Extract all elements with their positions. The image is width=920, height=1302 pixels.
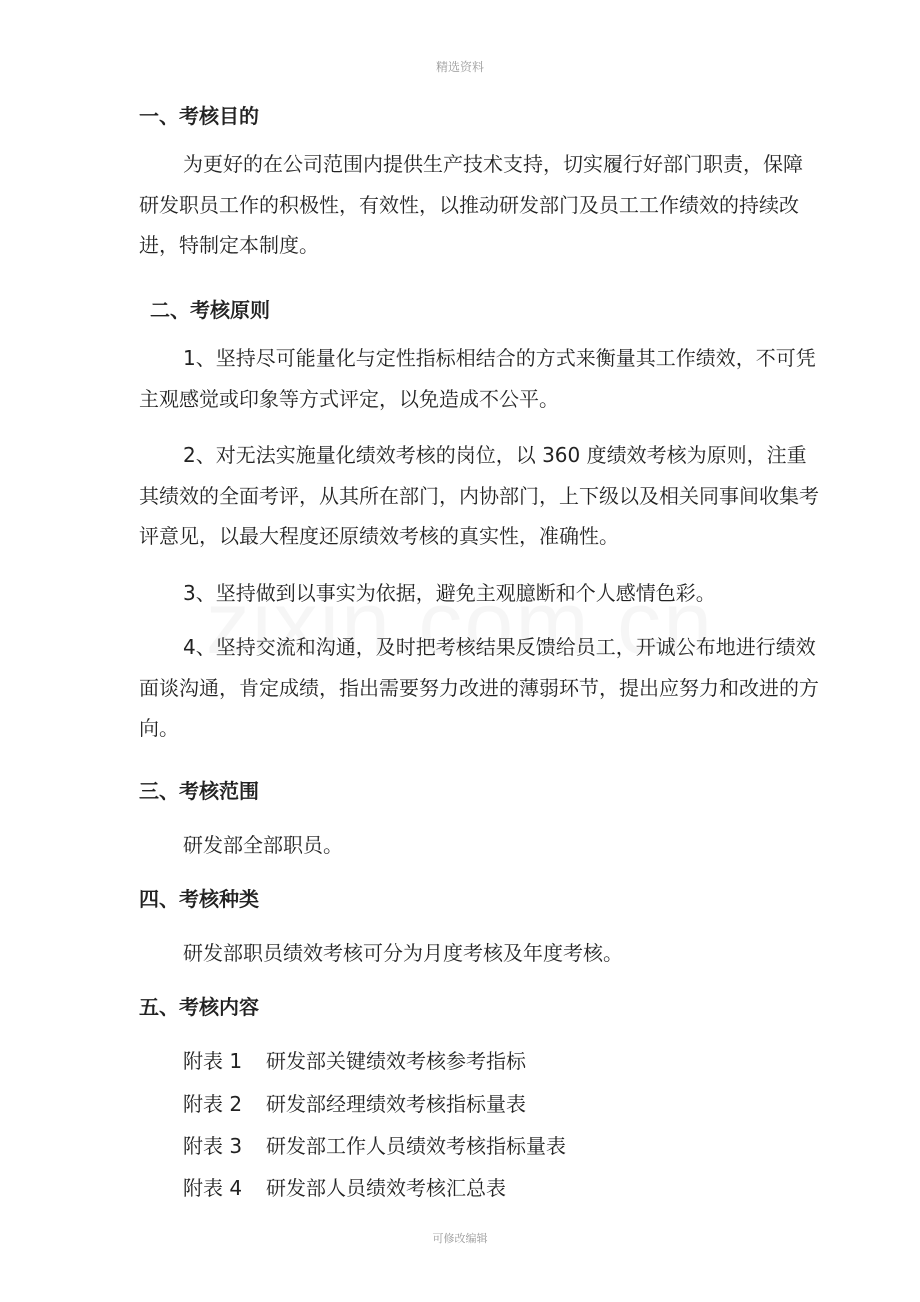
principle-3: 3、坚持做到以事实为依据，避免主观臆断和个人感情色彩。	[183, 581, 716, 605]
principle-1: 1、坚持尽可能量化与定性指标相结合的方式来衡量其工作绩效，不可凭主观感觉或印象等方式评定，以免造成不公平。	[139, 346, 816, 411]
section-3-title: 三、考核范围	[139, 779, 259, 803]
attachment-number: 附表 4	[183, 1176, 243, 1200]
attachment-name: 研发部人员绩效考核汇总表	[266, 1176, 506, 1200]
principle-2: 2、对无法实施量化绩效考核的岗位，以 360 度绩效考核为原则，注重其绩效的全面考评，从其所在部门，内协部门，上下级以及相关同事间收集考评意见，以最大程度还原绩效考核的真实性，准确性。	[139, 443, 819, 549]
section-1-title: 一、考核目的	[139, 104, 259, 128]
page-header: 精选资料	[435, 60, 484, 74]
attachment-number: 附表 1	[183, 1049, 243, 1073]
section-4-title: 四、考核种类	[139, 887, 259, 911]
principle-4: 4、坚持交流和沟通，及时把考核结果反馈给员工，开诚公布地进行绩效面谈沟通，肯定成绩，指出需要努力改进的薄弱环节，提出应努力和改进的方向。	[139, 635, 819, 741]
attachment-item-2	[183, 1088, 526, 1117]
section-5-title: 五、考核内容	[139, 995, 259, 1019]
attachment-number: 附表 3	[183, 1134, 243, 1158]
section-2-title: 二、考核原则	[150, 298, 270, 322]
section-4-body: 研发部职员绩效考核可分为月度考核及年度考核。	[183, 941, 623, 965]
attachment-item-3	[183, 1130, 566, 1159]
attachment-name: 研发部关键绩效考核参考指标	[266, 1049, 526, 1073]
page-footer: 可修改编辑	[432, 1232, 488, 1245]
attachment-name: 研发部经理绩效考核指标量表	[266, 1092, 526, 1116]
attachment-item-1	[183, 1045, 526, 1074]
attachment-name: 研发部工作人员绩效考核指标量表	[266, 1134, 566, 1158]
section-3-body: 研发部全部职员。	[183, 833, 343, 857]
attachment-item-4	[183, 1172, 506, 1201]
attachment-number: 附表 2	[183, 1092, 243, 1116]
section-1-body: 为更好的在公司范围内提供生产技术支持，切实履行好部门职责，保障研发职员工作的积极性，有效性，以推动研发部门及员工工作绩效的持续改进，特制定本制度。	[139, 152, 803, 258]
